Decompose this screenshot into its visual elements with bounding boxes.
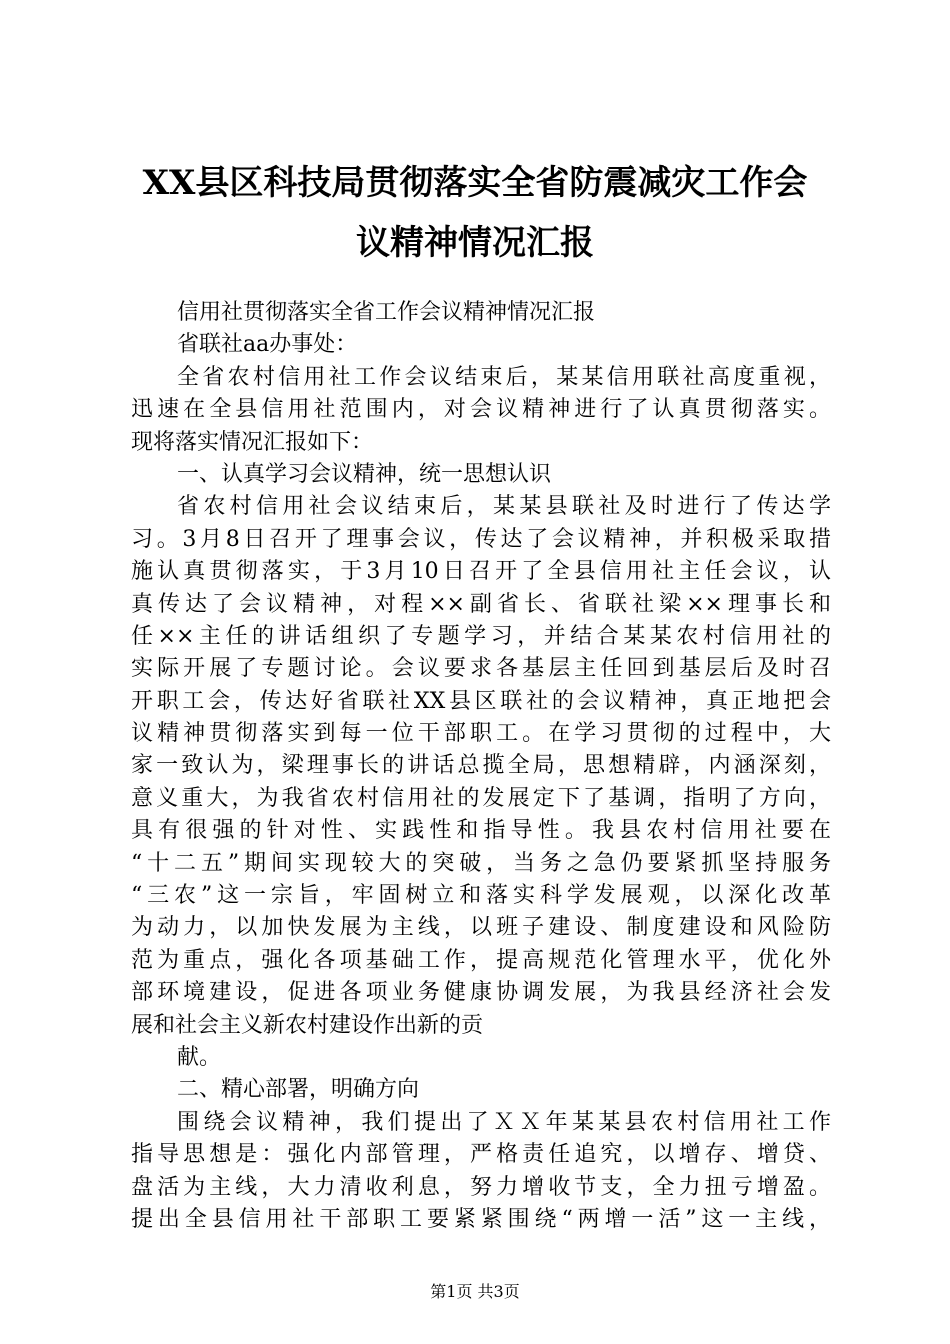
body-line: 迅速在全县信用社范围内，对会议精神进行了认真贯彻落实。 bbox=[131, 397, 831, 423]
section-heading: 二、精心部署，明确方向 bbox=[177, 1077, 420, 1103]
body-line: 省联社aa办事处： bbox=[177, 332, 358, 358]
body-line: 真传达了会议精神，对程××副省长、省联社梁××理事长和 bbox=[131, 591, 831, 617]
body-line: 现将落实情况汇报如下： bbox=[131, 429, 374, 455]
body-line: “十二五”期间实现较大的突破，当务之急仍要紧抓坚持服务 bbox=[131, 850, 831, 876]
body-line: 议精神贯彻落实到每一位干部职工。在学习贯彻的过程中，大 bbox=[131, 721, 831, 747]
document-title-line-1: XX县区科技局贯彻落实全省防震减灾工作会 bbox=[142, 163, 808, 203]
body-line: 为动力，以加快发展为主线，以班子建设、制度建设和风险防 bbox=[131, 915, 831, 941]
document-body bbox=[131, 297, 831, 1236]
body-line: 任××主任的讲话组织了专题学习，并结合某某农村信用社的 bbox=[131, 623, 831, 649]
body-line: 范为重点，强化各项基础工作，提高规范化管理水平，优化外 bbox=[131, 947, 831, 973]
document-title-line-2: 议精神情况汇报 bbox=[356, 223, 594, 263]
body-line: 围绕会议精神，我们提出了ＸＸ年某某县农村信用社工作 bbox=[177, 1109, 831, 1135]
body-line: 开职工会，传达好省联社XX县区联社的会议精神，真正地把会 bbox=[131, 688, 831, 714]
body-line: 全省农村信用社工作会议结束后，某某信用联社高度重视， bbox=[177, 364, 831, 390]
body-line: 提出全县信用社干部职工要紧紧围绕“两增一活”这一主线， bbox=[131, 1206, 831, 1232]
body-line: 盘活为主线，大力清收利息，努力增收节支，全力扭亏增盈。 bbox=[131, 1174, 831, 1200]
body-line: 意义重大，为我省农村信用社的发展定下了基调，指明了方向， bbox=[131, 785, 831, 811]
body-line: 展和社会主义新农村建设作出新的贡 bbox=[131, 1012, 484, 1038]
body-line: 家一致认为，梁理事长的讲话总揽全局，思想精辟，内涵深刻， bbox=[131, 753, 831, 779]
body-line: 献。 bbox=[177, 1044, 222, 1070]
body-line: 具有很强的针对性、实践性和指导性。我县农村信用社要在 bbox=[131, 818, 831, 844]
page-number-footer: 第1页 共3页 bbox=[430, 1282, 520, 1301]
body-line: “三农”这一宗旨，牢固树立和落实科学发展观，以深化改革 bbox=[131, 883, 831, 909]
body-line: 省农村信用社会议结束后，某某县联社及时进行了传达学 bbox=[177, 494, 831, 520]
body-line: 指导思想是：强化内部管理，严格责任追究，以增存、增贷、 bbox=[131, 1142, 831, 1168]
section-heading: 一、认真学习会议精神，统一思想认识 bbox=[177, 461, 552, 487]
body-line: 部环境建设，促进各项业务健康协调发展，为我县经济社会发 bbox=[131, 980, 831, 1006]
body-line: 实际开展了专题讨论。会议要求各基层主任回到基层后及时召 bbox=[131, 656, 831, 682]
body-line: 施认真贯彻落实，于3月10日召开了全县信用社主任会议，认 bbox=[131, 559, 831, 585]
body-line: 习。3月8日召开了理事会议，传达了会议精神，并积极采取措 bbox=[131, 526, 831, 552]
body-line: 信用社贯彻落实全省工作会议精神情况汇报 bbox=[177, 300, 596, 325]
